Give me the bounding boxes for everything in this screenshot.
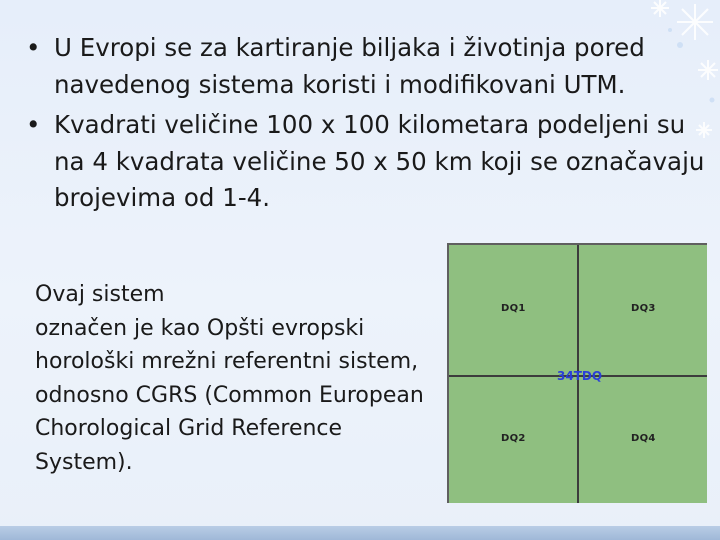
cell-label-top-right: DQ3 bbox=[631, 303, 656, 314]
grid-square-code: 34TDQ bbox=[557, 369, 603, 383]
bullet-list bbox=[26, 30, 706, 221]
cell-label-top-left: DQ1 bbox=[501, 303, 526, 314]
bullet-item bbox=[26, 107, 706, 217]
bullet-marker: • bbox=[26, 110, 41, 139]
cell-label-bottom-right: DQ4 bbox=[631, 433, 656, 444]
bullet-text: U Evropi se za kartiranje biljaka i životinja pored navedenog sistema koristi i modifikovani UTM. bbox=[54, 33, 645, 99]
grid-map-image bbox=[447, 243, 707, 503]
bullet-item bbox=[26, 30, 706, 103]
cgrs-description: Ovaj sistem označen je kao Opšti evropski horološki mrežni referentni sistem, odnosno CGRS (Common European Chorological Grid Reference System). bbox=[35, 282, 424, 475]
bullet-marker: • bbox=[26, 33, 41, 62]
cell-label-bottom-left: DQ2 bbox=[501, 433, 526, 444]
bottom-bar bbox=[0, 526, 720, 540]
bullet-text: Kvadrati veličine 100 x 100 kilometara podeljeni su na 4 kvadrata veličine 50 x 50 km koji se označavaju brojevima od 1-4. bbox=[54, 110, 705, 212]
